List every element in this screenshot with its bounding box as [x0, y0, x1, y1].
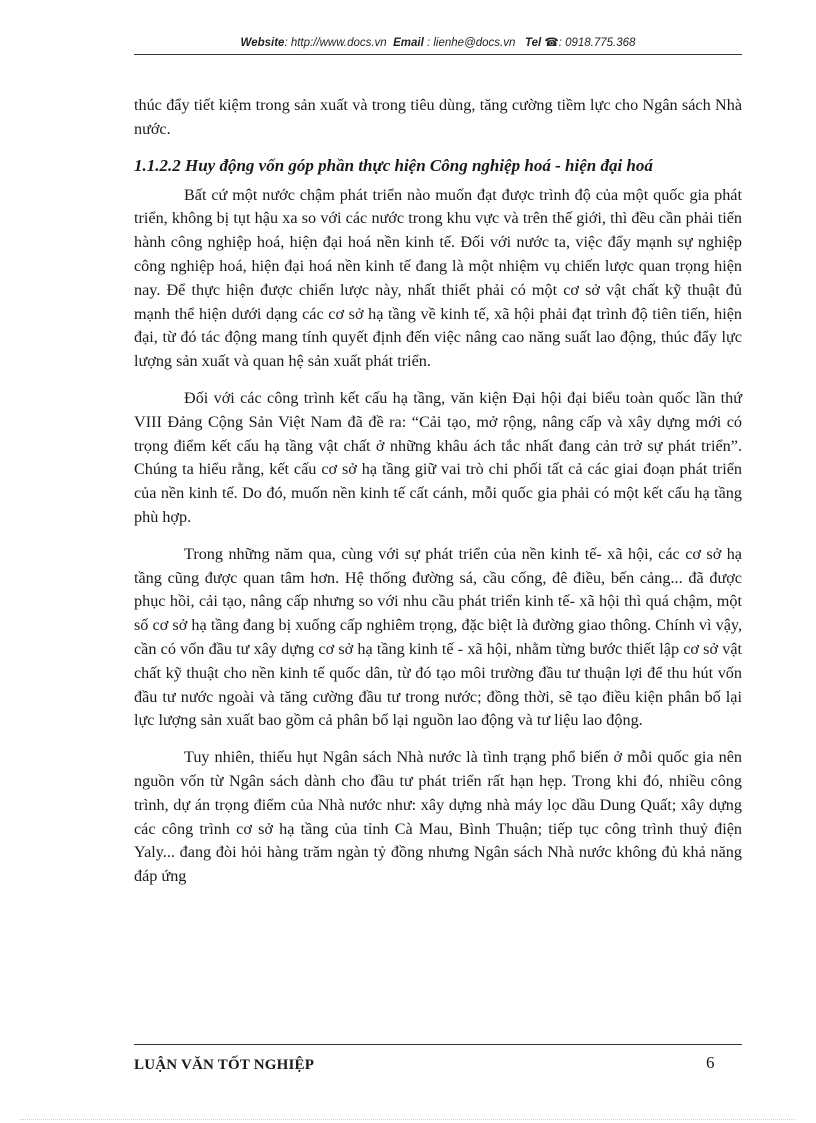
tel-label: Tel [524, 37, 542, 49]
page-body [134, 94, 742, 889]
paragraph-recent-years: Trong những năm qua, cùng với sự phát triển của nền kinh tế- xã hội, các cơ sở hạ tầng cũng được quan tâm hơn. Hệ thống đường sá, cầu cống, đê điều, bến cảng... đã được phục hồi, cải tạo, nâng cấp nhưng so với nhu cầu phát triển kinh tế- xã hội thì quá chậm, một số cơ sở hạ tầng đang bị xuống cấp nghiêm trọng, đặc biệt là đường giao thông. Chính vì vậy, cần có vốn đầu tư xây dựng cơ sở hạ tầng kinh tế - xã hội, nhằm từng bước thiết lập cơ sở vật chất kỹ thuật cho nền kinh tế quốc dân, từ đó tạo môi trường đầu tư thuận lợi để thu hút vốn đầu tư nước ngoài và tăng cường đầu tư trong nước; đồng thời, sẽ tạo điều kiện phân bố lại lực lượng sản xuất bao gồm cả phân bố lại nguồn lao động và tư liệu lao động. [134, 544, 742, 730]
paragraph-budget-deficit: Tuy nhiên, thiếu hụt Ngân sách Nhà nước là tình trạng phổ biến ở mỗi quốc gia nên nguồn vốn từ Ngân sách dành cho đầu tư phát triển rất hạn hẹp. Trong khi đó, nhiều công trình, dự án trọng điểm của Nhà nước như: xây dựng nhà máy lọc dầu Dung Quất; xây dựng các công trình cơ sở hạ tầng của tỉnh Cà Mau, Bình Thuận; tiếp tục công trình thuỷ điện Yaly... đang đòi hỏi hàng trăm ngàn tỷ đồng nhưng Ngân sách Nhà nước không đủ khả năng đáp ứng [134, 748, 742, 886]
phone-icon: ☎ [544, 37, 559, 49]
section-heading: 1.1.2.2 Huy động vốn góp phần thực hiện Công nghiệp hoá - hiện đại hoá [134, 155, 653, 175]
footer-title: LUẬN VĂN TỐT NGHIỆP [134, 1057, 315, 1073]
paragraph-infrastructure: Đối với các công trình kết cấu hạ tầng, văn kiện Đại hội đại biểu toàn quốc lần thứ VIII Đảng Cộng Sản Việt Nam đã đề ra: “Cải tạo, mở rộng, nâng cấp và xây dựng mới có trọng điểm kết cấu hạ tầng vật chất ở những khâu ách tắc nhất đang cản trở sự phát triển”. Chúng ta hiểu rằng, kết cấu cơ sở hạ tầng giữ vai trò chi phối tất cả các giai đoạn phát triển của nền kinh tế. Do đó, muốn nền kinh tế cất cánh, mỗi quốc gia phải có một kết cấu hạ tầng phù hợp. [134, 388, 742, 526]
website-value: : http://www.docs.vn [284, 37, 387, 49]
tel-value: : 0918.775.368 [558, 37, 636, 49]
page-header [134, 35, 742, 49]
email-label: Email [393, 37, 424, 49]
bottom-dotted-line [20, 1119, 796, 1120]
paragraph-industrialization: Bất cứ một nước chậm phát triển nào muốn đạt được trình độ của một quốc gia phát triển, không bị tụt hậu xa so với các nước trong khu vực và trên thế giới, thì đều cần phải tiến hành công nghiệp hoá, hiện đại hoá nền kinh tế. Đối với nước ta, việc đẩy mạnh sự nghiệp công nghiệp hoá, hiện đại hoá nền kinh tế đang là một nhiệm vụ chiến lược quan trọng hiện nay. Để thực hiện được chiến lược này, nhất thiết phải có một cơ sở vật chất kỹ thuật đủ mạnh thể hiện dưới dạng các cơ sở hạ tầng về kinh tế, xã hội phải đạt trình độ tiên tiến, hiện đại, từ đó tác động mang tính quyết định đến việc nâng cao năng suất lao động, thúc đẩy lực lượng sản xuất và quan hệ sản xuất phát triển. [134, 185, 742, 371]
email-value: : lienhe@docs.vn [426, 37, 516, 49]
paragraph-continuation: thúc đẩy tiết kiệm trong sản xuất và trong tiêu dùng, tăng cường tiềm lực cho Ngân sách Nhà nước. [134, 96, 742, 138]
header-divider [134, 54, 742, 55]
website-label: Website [240, 37, 285, 49]
footer-divider [134, 1044, 742, 1045]
page-number: 6 [706, 1053, 715, 1072]
